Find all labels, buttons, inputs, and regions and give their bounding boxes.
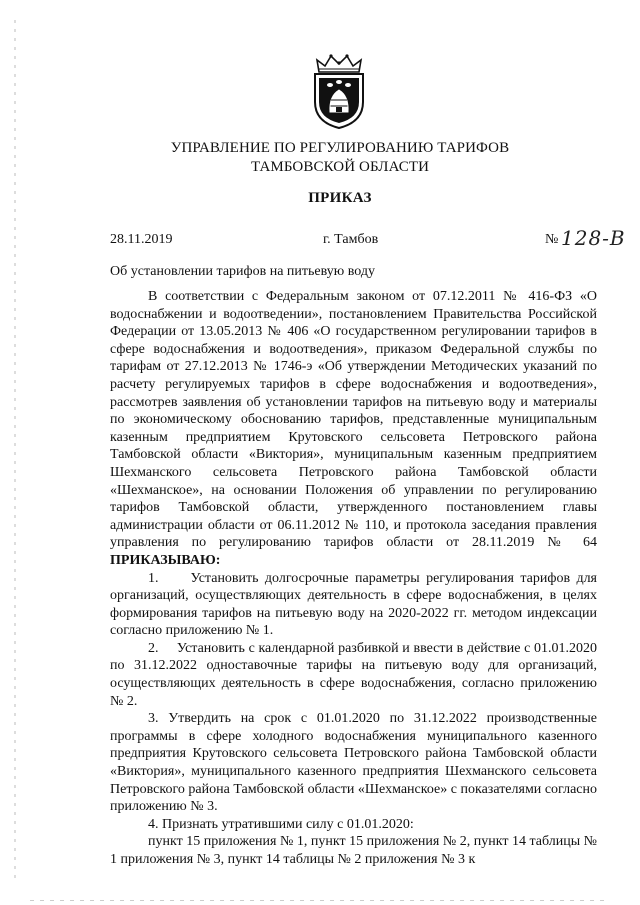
order-item-4-sub: пункт 15 приложения № 1, пункт 15 приложения № 2, пункт 14 таблицы № 1 приложения № 3, пункт 14 таблицы № 2 приложения № 3 к bbox=[110, 834, 597, 867]
order-item-3: 3. Утвердить на срок с 01.01.2020 по 31.12.2022 производственные программы в сфере холодного водоснабжения муниципального казенного предприятия Крутовского сельсовета Петровского района Тамбовской области «Виктория», муниципального казенного предприятия Шехманского сельсовета Петровского района Тамбовской области «Шехманское» с показателями согласно приложению № 3. bbox=[110, 711, 597, 815]
order-item-4: 4. Признать утратившими силу с 01.01.2020: bbox=[148, 816, 414, 832]
document-city: г. Тамбов bbox=[323, 232, 379, 247]
document-date: 28.11.2019 bbox=[110, 232, 173, 247]
document-number-prefix: № bbox=[545, 232, 559, 247]
org-name-line2: ТАМБОВСКОЙ ОБЛАСТИ bbox=[250, 159, 430, 175]
order-item-1: 1. Установить долгосрочные параметры регулирования тарифов для организаций, осуществляющих деятельность в сфере водоснабжения, в целях формирования тарифов на питьевую воду на 2020-2022 гг. методом индексации согласно приложению № 1. bbox=[110, 570, 597, 639]
document-type-title: ПРИКАЗ bbox=[308, 190, 372, 206]
order-keyword: ПРИКАЗЫВАЮ: bbox=[110, 552, 221, 568]
org-name-line1: УПРАВЛЕНИЕ ПО РЕГУЛИРОВАНИЮ ТАРИФОВ bbox=[170, 140, 510, 156]
scan-bottom-marks bbox=[30, 900, 610, 901]
paragraph-intro-text: В соответствии с Федеральным законом от 07.12.2011 № 416-ФЗ «О водоснабжении и водоотведении», постановлением Правительства Российской Федерации от 13.05.2013 № 406 «О государственном регулировании тарифов в сфере водоснабжения и водоотведения», приказом Федеральной службы по тарифам от 27.12.2013 № 1746-э «Об утверждении Методических указаний по расчету регулируемых тарифов в сфере водоснабжения и водоотведения», рассмотрев заявления об установлении тарифов на питьевую воду и материалы по экономическому обоснованию тарифов, представленные муниципальным казенным предприятием Крутовского сельсовета Петровского района Тамбовской области «Виктория», муниципальным казенным предприятием Шехманского сельсовета Петровского района Тамбовской области «Шехманское», на основании Положения об управлении по регулированию тарифов Тамбовской области, утвержденного постановлением главы администрации области от 06.11.2012 № 110, и протокола заседания правления управления по регулированию тарифов области от 28.11.2019 № 64 bbox=[110, 289, 597, 551]
order-item-2: 2. Установить с календарной разбивкой и ввести в действие с 01.01.2020 по 31.12.2022 одноставочные тарифы на питьевую воду для организаций, осуществляющих деятельность в сфере водоснабжения, согласно приложению № 2. bbox=[110, 640, 597, 709]
paragraph-intro bbox=[110, 288, 597, 570]
document-number-handwritten: 128-В bbox=[561, 226, 626, 250]
tambov-coat-of-arms-icon bbox=[303, 52, 375, 130]
scan-edge-marks bbox=[14, 20, 16, 880]
document-body bbox=[110, 288, 597, 869]
document-subject: Об установлении тарифов на питьевую воду bbox=[110, 264, 375, 279]
